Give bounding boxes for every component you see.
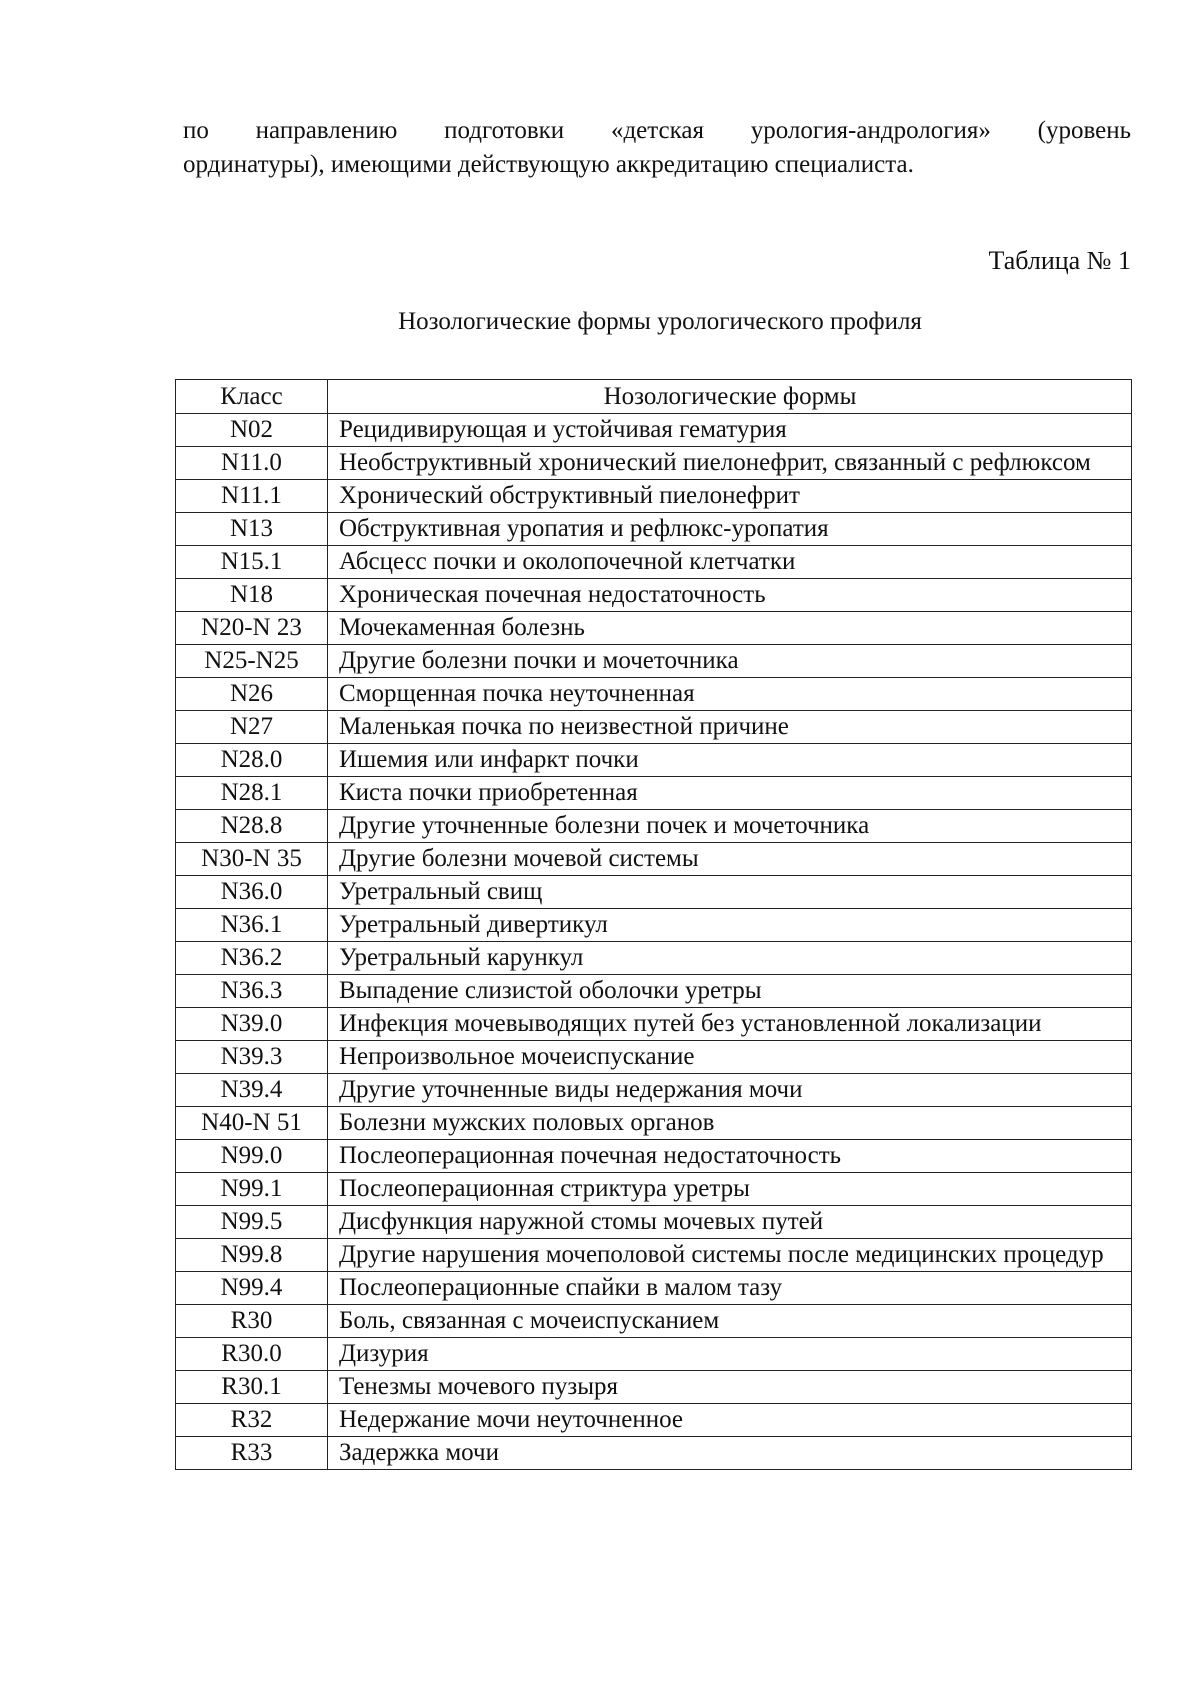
table-row bbox=[176, 414, 1132, 447]
row-form: Рецидивирующая и устойчивая гематурия bbox=[328, 414, 1132, 447]
row-code: N39.3 bbox=[176, 1041, 328, 1074]
row-code: R30.0 bbox=[176, 1338, 328, 1371]
row-code: N15.1 bbox=[176, 546, 328, 579]
row-code: N36.3 bbox=[176, 975, 328, 1008]
table-row bbox=[176, 1272, 1132, 1305]
row-form: Задержка мочи bbox=[328, 1437, 1132, 1470]
table-row bbox=[176, 1371, 1132, 1404]
row-code: N30-N 35 bbox=[176, 843, 328, 876]
row-code: R30.1 bbox=[176, 1371, 328, 1404]
table-body bbox=[176, 414, 1132, 1470]
row-code: N36.0 bbox=[176, 876, 328, 909]
row-code: N99.1 bbox=[176, 1173, 328, 1206]
row-code: R32 bbox=[176, 1404, 328, 1437]
row-form: Обструктивная уропатия и рефлюкс-уропатия bbox=[328, 513, 1132, 546]
row-form: Хронический обструктивный пиелонефрит bbox=[328, 480, 1132, 513]
table-number: Таблица № 1 bbox=[988, 246, 1131, 275]
row-form: Инфекция мочевыводящих путей без установленной локализации bbox=[328, 1008, 1132, 1041]
table-row bbox=[176, 513, 1132, 546]
row-form: Уретральный свищ bbox=[328, 876, 1132, 909]
row-code: N99.5 bbox=[176, 1206, 328, 1239]
row-form: Уретральный карункул bbox=[328, 942, 1132, 975]
row-code: N99.0 bbox=[176, 1140, 328, 1173]
table-row bbox=[176, 1074, 1132, 1107]
row-code: R30 bbox=[176, 1305, 328, 1338]
row-form: Послеоперационная почечная недостаточность bbox=[328, 1140, 1132, 1173]
row-code: N13 bbox=[176, 513, 328, 546]
row-form: Выпадение слизистой оболочки уретры bbox=[328, 975, 1132, 1008]
row-form: Маленькая почка по неизвестной причине bbox=[328, 711, 1132, 744]
row-form: Хроническая почечная недостаточность bbox=[328, 579, 1132, 612]
row-code: N25-N25 bbox=[176, 645, 328, 678]
table-row bbox=[176, 579, 1132, 612]
row-code: N02 bbox=[176, 414, 328, 447]
row-code: N36.2 bbox=[176, 942, 328, 975]
row-form: Дизурия bbox=[328, 1338, 1132, 1371]
table-row bbox=[176, 1206, 1132, 1239]
row-form: Мочекаменная болезнь bbox=[328, 612, 1132, 645]
row-form: Другие уточненные болезни почек и мочеточника bbox=[328, 810, 1132, 843]
row-code: N39.0 bbox=[176, 1008, 328, 1041]
table-row bbox=[176, 1107, 1132, 1140]
row-code: N27 bbox=[176, 711, 328, 744]
row-code: N28.0 bbox=[176, 744, 328, 777]
row-form: Киста почки приобретенная bbox=[328, 777, 1132, 810]
row-code: N36.1 bbox=[176, 909, 328, 942]
table-row bbox=[176, 1173, 1132, 1206]
row-form: Боль, связанная с мочеиспусканием bbox=[328, 1305, 1132, 1338]
table-row bbox=[176, 942, 1132, 975]
row-code: N11.0 bbox=[176, 447, 328, 480]
table-row bbox=[176, 744, 1132, 777]
row-form: Другие болезни мочевой системы bbox=[328, 843, 1132, 876]
row-code: N39.4 bbox=[176, 1074, 328, 1107]
row-form: Послеоперационная стриктура уретры bbox=[328, 1173, 1132, 1206]
table-row bbox=[176, 1140, 1132, 1173]
header-forms: Нозологические формы bbox=[328, 380, 1132, 414]
row-form: Тенезмы мочевого пузыря bbox=[328, 1371, 1132, 1404]
table-row bbox=[176, 1305, 1132, 1338]
table-title: Нозологические формы урологического профиля bbox=[398, 308, 922, 335]
table-row bbox=[176, 777, 1132, 810]
table-row bbox=[176, 810, 1132, 843]
row-code: N26 bbox=[176, 678, 328, 711]
table-row bbox=[176, 843, 1132, 876]
table-row bbox=[176, 1338, 1132, 1371]
header-class: Класс bbox=[176, 380, 328, 414]
table-row bbox=[176, 1404, 1132, 1437]
intro-line-2: ординатуры), имеющими действующую аккредитацию специалиста. bbox=[183, 151, 914, 178]
table-row bbox=[176, 1239, 1132, 1272]
row-form: Другие нарушения мочеполовой системы после медицинских процедур bbox=[328, 1239, 1132, 1272]
table-row bbox=[176, 876, 1132, 909]
row-form: Недержание мочи неуточненное bbox=[328, 1404, 1132, 1437]
table-row bbox=[176, 1041, 1132, 1074]
row-form: Дисфункция наружной стомы мочевых путей bbox=[328, 1206, 1132, 1239]
row-form: Послеоперационные спайки в малом тазу bbox=[328, 1272, 1132, 1305]
table-row bbox=[176, 612, 1132, 645]
row-form: Необструктивный хронический пиелонефрит, связанный с рефлюксом bbox=[328, 447, 1132, 480]
row-form: Ишемия или инфаркт почки bbox=[328, 744, 1132, 777]
table-row bbox=[176, 678, 1132, 711]
row-code: N28.8 bbox=[176, 810, 328, 843]
row-code: N99.4 bbox=[176, 1272, 328, 1305]
row-form: Абсцесс почки и околопочечной клетчатки bbox=[328, 546, 1132, 579]
row-code: N40-N 51 bbox=[176, 1107, 328, 1140]
row-code: N99.8 bbox=[176, 1239, 328, 1272]
intro-paragraph bbox=[183, 114, 1131, 182]
row-form: Уретральный дивертикул bbox=[328, 909, 1132, 942]
row-form: Непроизвольное мочеиспускание bbox=[328, 1041, 1132, 1074]
table-row bbox=[176, 447, 1132, 480]
row-code: N28.1 bbox=[176, 777, 328, 810]
row-form: Сморщенная почка неуточненная bbox=[328, 678, 1132, 711]
table-row bbox=[176, 546, 1132, 579]
table-row bbox=[176, 480, 1132, 513]
row-code: N20-N 23 bbox=[176, 612, 328, 645]
table-row bbox=[176, 1437, 1132, 1470]
table-row bbox=[176, 975, 1132, 1008]
table-row bbox=[176, 711, 1132, 744]
table-row bbox=[176, 645, 1132, 678]
row-form: Другие уточненные виды недержания мочи bbox=[328, 1074, 1132, 1107]
intro-line-1: по направлению подготовки «детская урология-андрология» (уровень bbox=[183, 117, 1131, 144]
table-header-row bbox=[176, 380, 1132, 414]
row-code: N18 bbox=[176, 579, 328, 612]
row-form: Другие болезни почки и мочеточника bbox=[328, 645, 1132, 678]
table-row bbox=[176, 1008, 1132, 1041]
table-row bbox=[176, 909, 1132, 942]
row-code: R33 bbox=[176, 1437, 328, 1470]
nosology-table bbox=[175, 379, 1132, 1470]
row-code: N11.1 bbox=[176, 480, 328, 513]
row-form: Болезни мужских половых органов bbox=[328, 1107, 1132, 1140]
